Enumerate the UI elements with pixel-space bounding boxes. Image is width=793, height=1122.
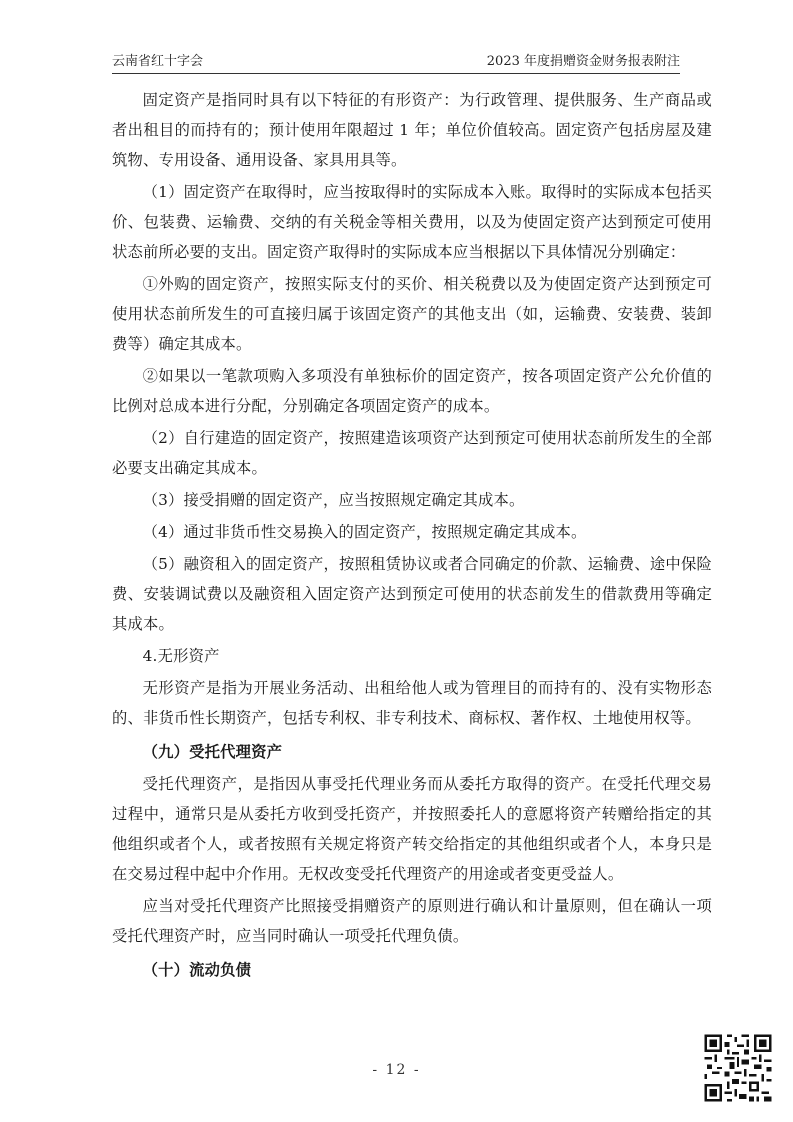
qr-code-icon: [702, 1032, 774, 1104]
page-number: - 12 -: [372, 1062, 421, 1078]
section-heading: 4.无形资产: [142, 647, 220, 665]
paragraph: ①外购的固定资产，按照实际支付的买价、相关税费以及为使固定资产达到预定可使用状态前所发生的可直接归属于该固定资产的其他支出（如，运输费、安装费、装卸费等）确定其成本。: [112, 275, 712, 353]
paragraph: 无形资产是指为开展业务活动、出租给他人或为管理目的而持有的、没有实物形态的、非货币性长期资产，包括专利权、非专利技术、商标权、著作权、土地使用权等。: [112, 679, 712, 727]
paragraph: （1）固定资产在取得时，应当按取得时的实际成本入账。取得时的实际成本包括买价、包装费、运输费、交纳的有关税金等相关费用，以及为使固定资产达到预定可使用状态前所必要的支出。固定资产取得时的实际成本应当根据以下具体情况分别确定：: [112, 183, 712, 261]
paragraph: ②如果以一笔款项购入多项没有单独标价的固定资产，按各项固定资产公允价值的比例对总成本进行分配，分别确定各项固定资产的成本。: [112, 367, 712, 415]
paragraph: 应当对受托代理资产比照接受捐赠资产的原则进行确认和计量原则，但在确认一项受托代理资产时，应当同时确认一项受托代理负债。: [112, 897, 712, 945]
paragraph: 固定资产是指同时具有以下特征的有形资产：为行政管理、提供服务、生产商品或者出租目的而持有的；预计使用年限超过 1 年；单位价值较高。固定资产包括房屋及建筑物、专用设备、通用设备、家具用具等。: [112, 91, 712, 169]
paragraph: （2）自行建造的固定资产，按照建造该项资产达到预定可使用状态前所发生的全部必要支出确定其成本。: [112, 429, 712, 477]
paragraph: （3）接受捐赠的固定资产，应当按照规定确定其成本。: [142, 491, 525, 509]
header-org: 云南省红十字会: [112, 54, 204, 69]
paragraph: （5）融资租入的固定资产，按照租赁协议或者合同确定的价款、运输费、途中保险费、安装调试费以及融资租入固定资产达到预定可使用的状态前发生的借款费用等确定其成本。: [112, 555, 712, 633]
paragraph: （4）通过非货币性交易换入的固定资产，按照规定确定其成本。: [142, 523, 587, 541]
document-body: [112, 85, 712, 985]
section-heading: （九）受托代理资产: [142, 743, 283, 761]
page-header: [112, 52, 680, 74]
paragraph: 受托代理资产，是指因从事受托代理业务而从委托方取得的资产。在受托代理交易过程中，通常只是从委托方收到受托资产，并按照委托人的意愿将资产转赠给指定的其他组织或者个人，或者按照有关规定将资产转交给指定的其他组织或者个人，本身只是在交易过程中起中介作用。无权改变受托代理资产的用途或者变更受益人。: [112, 775, 712, 883]
section-heading: （十）流动负债: [142, 961, 252, 979]
header-doc-title: 2023 年度捐赠资金财务报表附注: [486, 54, 680, 69]
